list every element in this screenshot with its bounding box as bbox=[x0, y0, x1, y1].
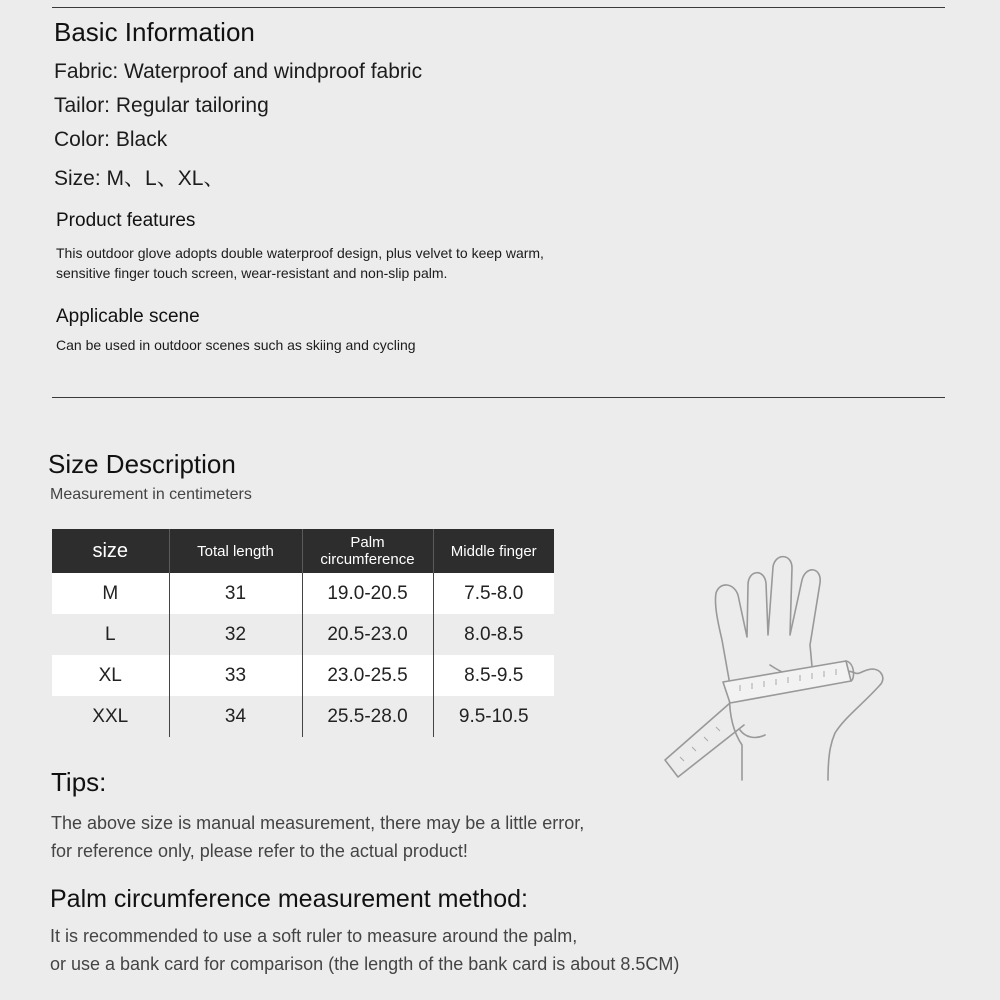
size-label: Size: bbox=[54, 167, 101, 190]
cell-middle-finger: 9.5-10.5 bbox=[433, 696, 554, 737]
cell-size: M bbox=[52, 573, 169, 614]
size-value: M、L、XL、 bbox=[106, 167, 225, 190]
hand-measuring-tape-icon bbox=[650, 545, 920, 790]
cell-palm: 23.0-25.5 bbox=[302, 655, 433, 696]
tailor-label: Tailor: bbox=[54, 94, 111, 117]
features-line-1: This outdoor glove adopts double waterproof design, plus velvet to keep warm, bbox=[56, 245, 544, 261]
cell-middle-finger: 7.5-8.0 bbox=[433, 573, 554, 614]
size-row bbox=[54, 162, 224, 192]
tips-line-1: The above size is manual measurement, there may be a little error, bbox=[51, 813, 585, 833]
basic-info-title: Basic Information bbox=[54, 17, 255, 47]
fabric-value: Waterproof and windproof fabric bbox=[124, 60, 423, 83]
method-line-1: It is recommended to use a soft ruler to measure around the palm, bbox=[50, 926, 578, 946]
section-divider bbox=[52, 397, 945, 398]
tips-line-2: for reference only, please refer to the actual product! bbox=[51, 841, 468, 861]
cell-size: XL bbox=[52, 655, 169, 696]
cell-palm: 25.5-28.0 bbox=[302, 696, 433, 737]
cell-total-length: 33 bbox=[169, 655, 302, 696]
cell-size: XXL bbox=[52, 696, 169, 737]
table-row bbox=[52, 696, 554, 737]
tailor-row bbox=[54, 94, 269, 118]
cell-palm: 19.0-20.5 bbox=[302, 573, 433, 614]
tailor-value: Regular tailoring bbox=[115, 94, 269, 117]
cell-palm: 20.5-23.0 bbox=[302, 614, 433, 655]
table-row bbox=[52, 573, 554, 614]
cell-middle-finger: 8.5-9.5 bbox=[433, 655, 554, 696]
size-table-header bbox=[52, 529, 554, 573]
features-line-2: sensitive finger touch screen, wear-resistant and non-slip palm. bbox=[56, 265, 448, 281]
color-value: Black bbox=[115, 128, 168, 151]
color-row bbox=[54, 128, 167, 152]
cell-size: L bbox=[52, 614, 169, 655]
top-divider bbox=[52, 7, 945, 8]
header-palm-circumference: Palm circumference bbox=[302, 529, 433, 573]
header-middle-finger: Middle finger bbox=[433, 529, 554, 573]
scene-title: Applicable scene bbox=[56, 306, 200, 327]
fabric-label: Fabric: bbox=[54, 60, 119, 83]
fabric-row bbox=[54, 60, 422, 84]
tips-title: Tips: bbox=[51, 767, 107, 797]
size-description-subtitle: Measurement in centimeters bbox=[50, 486, 252, 503]
header-total-length: Total length bbox=[169, 529, 302, 573]
cell-total-length: 31 bbox=[169, 573, 302, 614]
size-description-title: Size Description bbox=[48, 449, 236, 479]
method-title: Palm circumference measurement method: bbox=[50, 885, 528, 913]
features-title: Product features bbox=[56, 210, 196, 231]
color-label: Color: bbox=[54, 128, 111, 151]
header-size: size bbox=[52, 529, 169, 573]
size-table bbox=[52, 529, 554, 737]
cell-total-length: 32 bbox=[169, 614, 302, 655]
cell-total-length: 34 bbox=[169, 696, 302, 737]
table-row bbox=[52, 655, 554, 696]
table-row bbox=[52, 614, 554, 655]
features-text bbox=[56, 243, 544, 283]
method-line-2: or use a bank card for comparison (the length of the bank card is about 8.5CM) bbox=[50, 954, 680, 974]
cell-middle-finger: 8.0-8.5 bbox=[433, 614, 554, 655]
scene-text: Can be used in outdoor scenes such as skiing and cycling bbox=[56, 337, 416, 353]
